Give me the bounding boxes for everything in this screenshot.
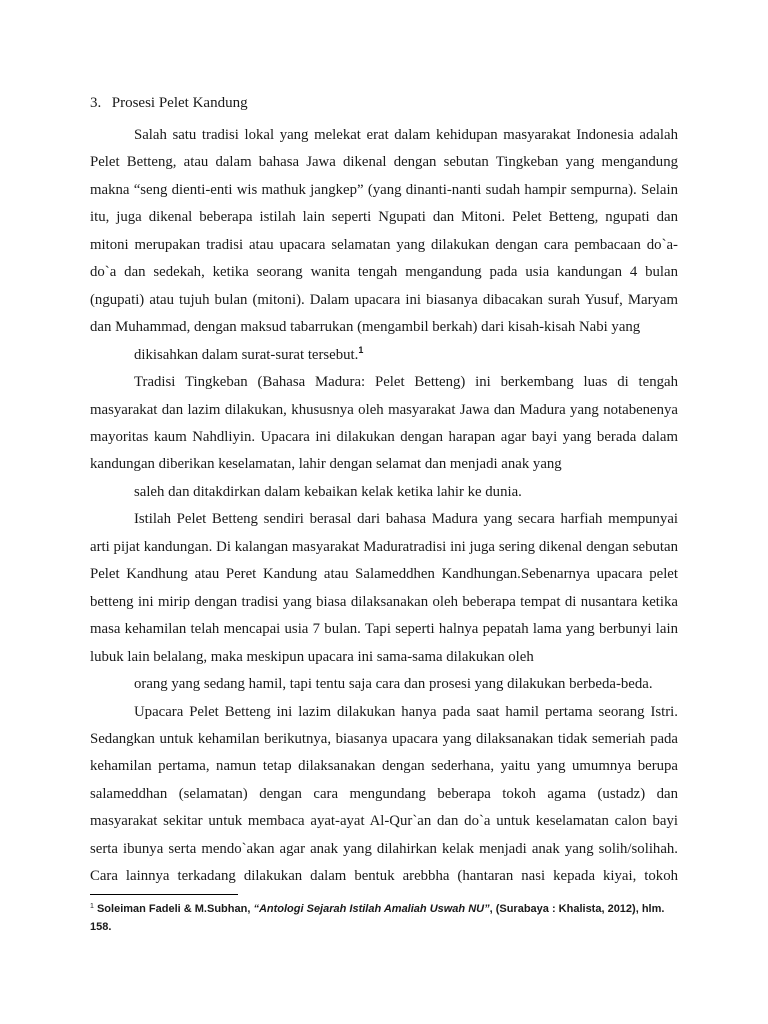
paragraph-text: Upacara Pelet Betteng ini lazim dilakukan hanya pada saat hamil pertama seorang Istri. Sedangkan untuk kehamilan berikutnya, biasanya upacara yang dilaksanakan tidak semeriah pada kehamilan pertama, namun tetap dilaksanakan dengan sederhana, yaitu yang umumnya berupa salameddhan (selamatan) dengan cara mengundang beberapa tokoh agama (ustadz) dan masyarakat sekitar untuk membaca ayat-ayat Al-Qur`an dan do`a untuk keselamatan calon bayi serta ibunya serta mendo`akan agar anak yang dilahirkan kelak menjadi anak yang solih/solihah. Cara lainnya terkadang dilakukan dalam bentuk arebbha (hantaran nasi kepada kiyai, tokoh (90, 703, 678, 885)
footnote-author: Soleiman Fadeli & M.Subhan, (96, 903, 251, 915)
footnote-reference[interactable]: 1 (358, 344, 364, 355)
paragraph-last-line-text: dikisahkan dalam surat-surat tersebut. (134, 346, 359, 363)
footnote-separator (90, 894, 238, 895)
paragraph-last-line (90, 342, 678, 369)
footnote (90, 898, 680, 936)
paragraph-text: Istilah Pelet Betteng sendiri berasal dari bahasa Madura yang secara harfiah mempunyai arti pijat kandungan. Di kalangan masyarakat Maduratradisi ini juga sering dikenal dengan sebutan Pelet Kandhung atau Peret Kandung atau Salameddhen Kandhungan.Sebenarnya upacara pelet betteng ini mirip dengan tradisi yang biasa dilaksanakan oleh beberapa tempat di nusantara ketika masa kehamilan telah mencapai usia 7 bulan. Tapi seperti halnya pepatah lama yang berbunyi lain lubuk lain belalang, maka meskipun upacara ini sama-sama dilakukan oleh (90, 511, 678, 665)
paragraph-last-line: orang yang sedang hamil, tapi tentu saja cara dan prosesi yang dilakukan berbeda-beda. (134, 676, 653, 693)
paragraph-text: Salah satu tradisi lokal yang melekat erat dalam kehidupan masyarakat Indonesia adalah Pelet Betteng, atau dalam bahasa Jawa dikenal dengan sebutan Tingkeban yang mengandung makna “seng dienti-enti wis mathuk jangkep” (yang dinanti-nanti sudah hampir sempurna). Selain itu, juga dikenal beberapa istilah lain seperti Ngupati dan Mitoni. Pelet Betteng, ngupati dan mitoni merupakan tradisi atau upacara selamatan yang dilakukan dengan cara pembacaan do`a-do`a dan sedekah, ketika seorang wanita tengah mengandung pada usia kandungan 4 bulan (ngupati) atau tujuh bulan (mitoni). Dalam upacara ini biasanya dibacakan surah Yusuf, Maryam dan Muhammad, dengan maksud tabarrukan (mengambil berkah) dari kisah-kisah Nabi yang (90, 127, 678, 336)
section-heading (90, 92, 248, 114)
body-text (90, 122, 678, 891)
section-title: Prosesi Pelet Kandung (111, 95, 248, 111)
section-number: 3. (90, 95, 102, 111)
paragraph (90, 506, 678, 698)
paragraph-text: Tradisi Tingkeban (Bahasa Madura: Pelet Betteng) ini berkembang luas di tengah masyarakat dan lazim dilakukan, khususnya oleh masyarakat Jawa dan Madura yang notabenenya mayoritas kaum Nahdliyin. Upacara ini dilakukan dengan harapan agar bayi yang berada dalam kandungan diberikan keselamatan, lahir dengan selamat dan menjadi anak yang (90, 374, 678, 473)
paragraph (90, 699, 678, 891)
footnote-publisher: , (Surabaya : Khalista, 2012), hlm. (489, 903, 665, 915)
paragraph-last-line: saleh dan ditakdirkan dalam kebaikan kelak ketika lahir ke dunia. (134, 483, 522, 500)
footnote-page: 158. (90, 921, 112, 933)
paragraph (90, 369, 678, 506)
footnote-mark: 1 (90, 903, 94, 910)
footnote-title: “Antologi Sejarah Istilah Amaliah Uswah NU” (253, 903, 490, 915)
paragraph (90, 122, 678, 369)
